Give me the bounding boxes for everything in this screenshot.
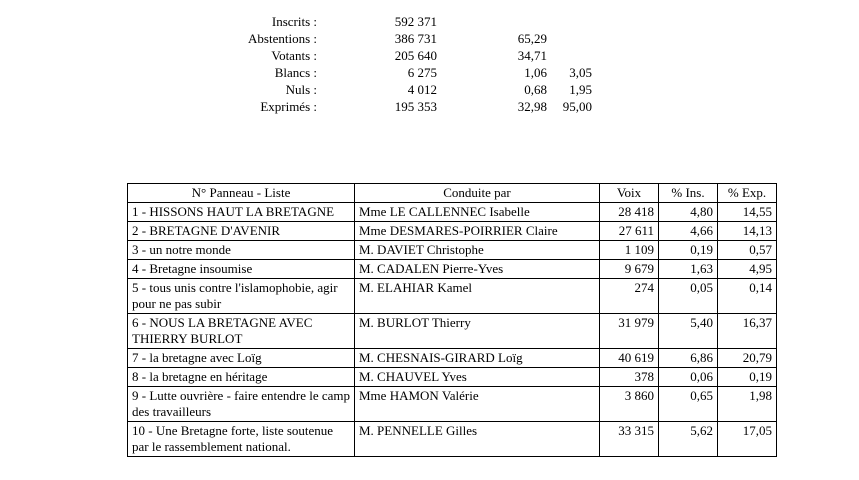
cell-pct-ins: 0,05 [659, 279, 718, 314]
summary-pct-vot: 1,95 [569, 82, 592, 97]
cell-pct-ins: 4,80 [659, 203, 718, 222]
table-row [128, 368, 777, 387]
cell-panel: 5 - tous unis contre l'islamophobie, agir pour ne pas subir [128, 279, 355, 314]
cell-pct-exp: 14,55 [718, 203, 777, 222]
cell-votes: 1 109 [600, 241, 659, 260]
cell-pct-exp: 0,19 [718, 368, 777, 387]
table-row [128, 279, 777, 314]
cell-pct-exp: 1,98 [718, 387, 777, 422]
header-pct-exp: % Exp. [718, 184, 777, 203]
cell-panel: 2 - BRETAGNE D'AVENIR [128, 222, 355, 241]
cell-leader: Mme DESMARES-POIRRIER Claire [355, 222, 600, 241]
summary-row-nuls [0, 81, 859, 98]
summary-label: Inscrits : [271, 14, 317, 29]
cell-pct-ins: 0,06 [659, 368, 718, 387]
cell-panel: 7 - la bretagne avec Loïg [128, 349, 355, 368]
cell-panel: 10 - Une Bretagne forte, liste soutenue par le rassemblement national. [128, 422, 355, 457]
summary-pct-vot: 3,05 [569, 65, 592, 80]
table-row [128, 422, 777, 457]
summary-row-votants [0, 47, 859, 64]
summary-pct-ins: 1,06 [524, 65, 547, 80]
cell-leader: M. CHAUVEL Yves [355, 368, 600, 387]
cell-panel: 8 - la bretagne en héritage [128, 368, 355, 387]
cell-pct-ins: 0,65 [659, 387, 718, 422]
table-row [128, 260, 777, 279]
cell-leader: M. ELAHIAR Kamel [355, 279, 600, 314]
cell-panel: 3 - un notre monde [128, 241, 355, 260]
cell-votes: 274 [600, 279, 659, 314]
cell-leader: M. CHESNAIS-GIRARD Loïg [355, 349, 600, 368]
cell-pct-exp: 14,13 [718, 222, 777, 241]
cell-panel: 9 - Lutte ouvrière - faire entendre le camp des travailleurs [128, 387, 355, 422]
cell-votes: 27 611 [600, 222, 659, 241]
summary-count: 195 353 [394, 99, 437, 114]
cell-panel: 4 - Bretagne insoumise [128, 260, 355, 279]
table-row [128, 314, 777, 349]
summary-label: Nuls : [285, 82, 317, 97]
header-panel: N° Panneau - Liste [128, 184, 355, 203]
summary-count: 592 371 [394, 14, 437, 29]
header-pct-ins: % Ins. [659, 184, 718, 203]
summary-row-inscrits [0, 13, 859, 30]
summary-pct-ins: 32,98 [517, 99, 547, 114]
results-table [127, 183, 777, 457]
cell-pct-exp: 0,14 [718, 279, 777, 314]
table-row [128, 222, 777, 241]
cell-leader: Mme HAMON Valérie [355, 387, 600, 422]
cell-votes: 33 315 [600, 422, 659, 457]
summary-row-abstentions [0, 30, 859, 47]
cell-pct-exp: 4,95 [718, 260, 777, 279]
summary-pct-ins: 65,29 [517, 31, 547, 46]
summary-pct-ins: 0,68 [524, 82, 547, 97]
summary-row-blancs [0, 64, 859, 81]
summary-block [0, 13, 859, 115]
cell-pct-exp: 17,05 [718, 422, 777, 457]
cell-leader: M. DAVIET Christophe [355, 241, 600, 260]
cell-votes: 3 860 [600, 387, 659, 422]
summary-pct-ins: 34,71 [517, 48, 547, 63]
cell-pct-ins: 5,40 [659, 314, 718, 349]
cell-pct-ins: 4,66 [659, 222, 718, 241]
cell-leader: M. BURLOT Thierry [355, 314, 600, 349]
cell-pct-ins: 5,62 [659, 422, 718, 457]
cell-votes: 31 979 [600, 314, 659, 349]
header-votes: Voix [600, 184, 659, 203]
cell-votes: 28 418 [600, 203, 659, 222]
cell-panel: 1 - HISSONS HAUT LA BRETAGNE [128, 203, 355, 222]
summary-label: Votants : [271, 48, 317, 63]
table-row [128, 203, 777, 222]
table-row [128, 349, 777, 368]
cell-pct-exp: 16,37 [718, 314, 777, 349]
table-row [128, 387, 777, 422]
table-row [128, 241, 777, 260]
summary-label: Exprimés : [260, 99, 317, 114]
cell-pct-ins: 1,63 [659, 260, 718, 279]
summary-count: 205 640 [394, 48, 437, 63]
cell-leader: Mme LE CALLENNEC Isabelle [355, 203, 600, 222]
cell-leader: M. CADALEN Pierre-Yves [355, 260, 600, 279]
cell-pct-exp: 0,57 [718, 241, 777, 260]
cell-pct-ins: 0,19 [659, 241, 718, 260]
header-leader: Conduite par [355, 184, 600, 203]
summary-label: Blancs : [274, 65, 317, 80]
table-header-row [128, 184, 777, 203]
cell-votes: 40 619 [600, 349, 659, 368]
cell-votes: 9 679 [600, 260, 659, 279]
summary-count: 386 731 [394, 31, 437, 46]
summary-label: Abstentions : [248, 31, 317, 46]
cell-votes: 378 [600, 368, 659, 387]
cell-pct-ins: 6,86 [659, 349, 718, 368]
summary-count: 4 012 [407, 82, 437, 97]
cell-leader: M. PENNELLE Gilles [355, 422, 600, 457]
summary-count: 6 275 [407, 65, 437, 80]
cell-panel: 6 - NOUS LA BRETAGNE AVEC THIERRY BURLOT [128, 314, 355, 349]
cell-pct-exp: 20,79 [718, 349, 777, 368]
summary-pct-vot: 95,00 [562, 99, 592, 114]
summary-row-exprimes [0, 98, 859, 115]
